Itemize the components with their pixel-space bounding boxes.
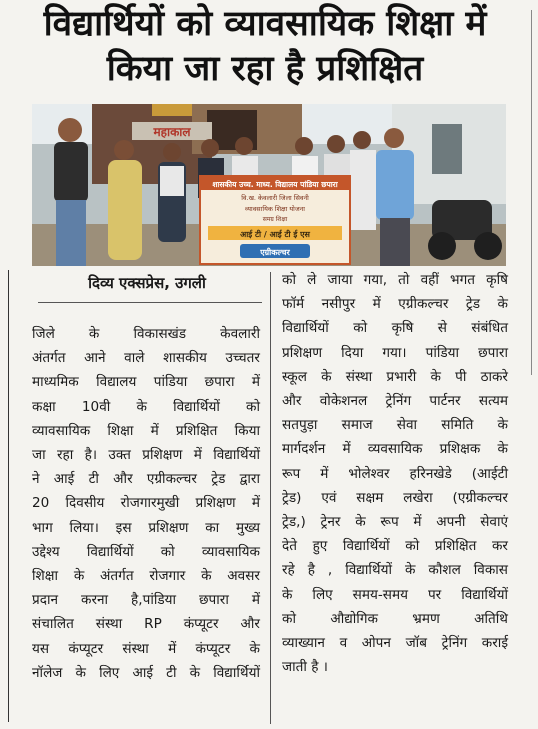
article-line: स्कूल के संस्था प्रभारी के पी ठाकरे xyxy=(282,368,508,385)
headline-line-1: विद्यार्थियों को व्यावसायिक शिक्षा में xyxy=(43,4,487,44)
article-line: शिक्षा के अंतर्गत रोजगार के अवसर xyxy=(32,568,260,585)
article-line: यस कंप्यूटर संस्था में कंप्यूटर के xyxy=(32,640,260,657)
photo-illustration xyxy=(32,104,506,266)
page-edge-rule xyxy=(531,10,532,375)
byline-rule xyxy=(38,302,262,303)
article-line: अंतर्गत आने वाले शासकीय उच्चतर xyxy=(32,350,260,367)
article-line: प्रदान करना है,पांडिया छपारा में xyxy=(32,592,260,609)
article-line: जिले के विकासखंड केवलारी xyxy=(32,326,260,342)
article-line: रूप में भोलेश्वर हरिनखेडे (आईटी xyxy=(282,465,508,482)
banner-line-3: व्यावसायिक शिक्षा योजना xyxy=(245,205,305,213)
article-line: को ले जाया गया, तो वहीं भगत कृषि xyxy=(282,272,508,288)
headline xyxy=(0,2,530,92)
article-line: विद्यार्थियों को कृषि से संबंधित xyxy=(282,320,508,337)
article-column-left xyxy=(32,322,260,685)
banner-trades: आई टी / आई टी ई एस xyxy=(240,230,310,239)
article-line: 20 दिवसीय रोजगारमुखी प्रशिक्षण में xyxy=(32,495,260,512)
article-line: ने आई टी और एग्रीकल्चर ट्रेड द्वारा xyxy=(32,471,260,488)
article-line: जाती है । xyxy=(282,659,328,676)
article-line: ट्रेड) एवं सक्षम लखेरा (एग्रीकल्चर xyxy=(282,489,508,506)
headline-line-2: किया जा रहा है प्रशिक्षित xyxy=(106,49,424,89)
article-line: व्याख्यान व ओपन जॉब ट्रेनिंग कराई xyxy=(282,635,508,652)
article-line: माध्यमिक विद्यालय पांडिया छपारा में xyxy=(32,374,260,391)
column-separator xyxy=(270,272,271,724)
article-line: प्रशिक्षण दिया गया। पांडिया छपारा xyxy=(282,344,508,361)
article-line: कक्षा 10वी के विद्यार्थियों को xyxy=(32,398,260,415)
byline: दिव्य एक्सप्रेस, उगली xyxy=(88,274,206,292)
column-rule-left xyxy=(8,270,9,722)
banner-line-2: वि.ख. केवलारी जिला सिवनी xyxy=(241,194,309,202)
article-line: जा रहा है। उक्त प्रशिक्षण में विद्यार्थियों xyxy=(32,447,260,464)
news-photo xyxy=(32,104,506,266)
article-line: व्यावसायिक शिक्षा में प्रशिक्षित किया xyxy=(32,422,260,439)
article-line: भाग लिया। इस प्रशिक्षण का मुख्य xyxy=(32,519,260,536)
article-line: मार्गदर्शन में व्यवसायिक प्रशिक्षक के xyxy=(282,441,508,458)
article-line: उद्देश्य विद्यार्थियों को व्यावसायिक xyxy=(32,543,260,560)
article-line: रहे है , विद्यार्थियों के कौशल विकास xyxy=(282,562,508,579)
banner-line-1: शासकीय उच्च. माध्य. विद्यालय पांडिया छपारा xyxy=(212,180,338,189)
banner-badge: एग्रीकल्चर xyxy=(260,248,290,257)
article-line: को औद्योगिक भ्रमण अतिथि xyxy=(282,610,508,627)
article-line: नॉलेज के लिए आई टी के विद्यार्थियों xyxy=(32,664,260,681)
article-line: और वोकेशनल ट्रेनिंग पार्टनर सत्यम xyxy=(282,393,508,410)
article-line: सतपुड़ा समाज सेवा समिति के xyxy=(282,417,508,434)
photo-sign-text: महाकाल xyxy=(153,125,191,139)
banner-line-4: समग्र शिक्षा xyxy=(262,216,288,223)
article-line: ट्रेड,) ट्रेनर के रूप में अपनी सेवाएं xyxy=(282,514,508,531)
article-column-right xyxy=(282,268,508,679)
article-line: देते हुए विद्यार्थियों को प्रशिक्षित कर xyxy=(282,538,508,555)
article-line: संचालित संस्था RP कंप्यूटर और xyxy=(32,616,260,633)
school-banner xyxy=(200,176,350,264)
article-line: के लिए समय-समय पर विद्यार्थियों xyxy=(282,586,508,603)
article-line: फॉर्म नसीपुर में एग्रीकल्चर ट्रेड के xyxy=(282,296,508,313)
